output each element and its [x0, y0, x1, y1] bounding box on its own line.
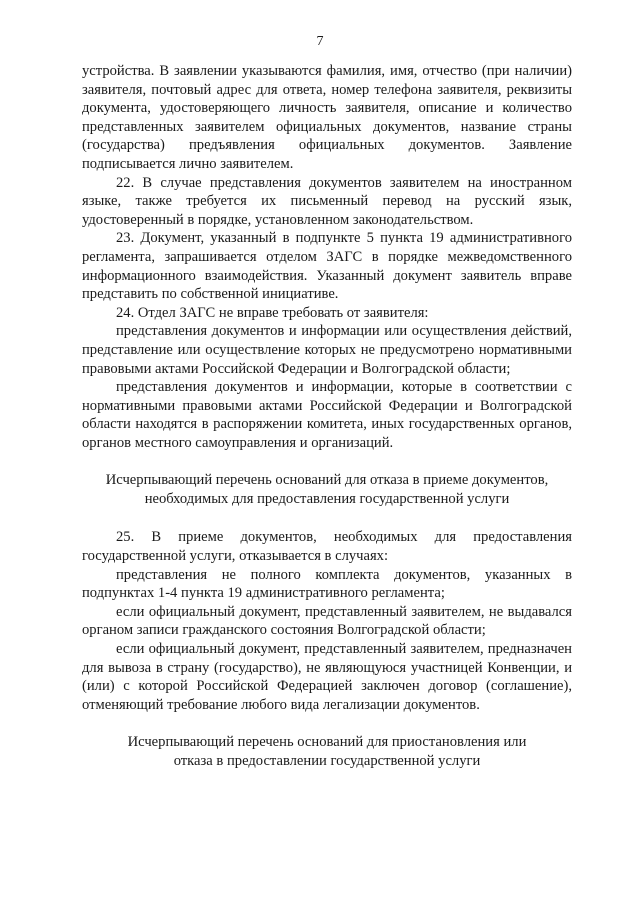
paragraph: представления документов и информации или осуществления действий, представление или осуществление которых не предусмотрено нормативными правовыми актами Российской Федерации и Волгоградской области;: [82, 323, 572, 377]
paragraph: 23. Документ, указанный в подпункте 5 пункта 19 административного регламента, запрашивается отделом ЗАГС в порядке межведомственного информационного взаимодействия. Указанный документ заявитель вправе представить по собственной инициативе.: [82, 230, 572, 303]
page-number: 7: [316, 34, 324, 49]
section-heading-line: отказа в предоставлении государственной услуги: [173, 753, 481, 770]
document-body: [82, 62, 572, 771]
paragraph: 22. В случае представления документов заявителем на иностранном языке, также требуется их письменный перевод на русский язык, удостоверенный в порядке, установленном законодательством.: [82, 174, 572, 228]
section-heading-line: необходимых для предоставления государственной услуги: [144, 491, 510, 508]
paragraph: если официальный документ, представленный заявителем, предназначен для вывоза в страну (государство), не являющуюся участницей Конвенции, и (или) с которой Российской Федерацией заключен договор (соглашение), отменяющий требование любого вида легализации документов.: [82, 641, 572, 713]
paragraph: 24. Отдел ЗАГС не вправе требовать от заявителя:: [116, 304, 429, 321]
section-heading: [82, 733, 572, 771]
paragraph: 25. В приеме документов, необходимых для предоставления государственной услуги, отказывается в случаях:: [82, 529, 572, 565]
paragraph: представления документов и информации, которые в соответствии с нормативными правовыми актами Российской Федерации и Волгоградской области находятся в распоряжении комитета, иных государственных органов, органов местного самоуправления и организаций.: [82, 379, 572, 451]
section-heading: [82, 471, 572, 509]
section-heading-line: Исчерпывающий перечень оснований для приостановления или: [127, 734, 527, 751]
paragraph: если официальный документ, представленный заявителем, не выдавался органом записи гражданского состояния Волгоградской области;: [82, 603, 572, 639]
paragraph: представления не полного комплекта документов, указанных в подпунктах 1-4 пункта 19 административного регламента;: [82, 566, 572, 602]
section-heading-line: Исчерпывающий перечень оснований для отказа в приеме документов,: [105, 472, 549, 489]
paragraph: устройства. В заявлении указываются фамилия, имя, отчество (при наличии) заявителя, почтовый адрес для ответа, номер телефона заявителя, реквизиты документа, удостоверяющего личность заявителя, описание и количество представленных заявителем официальных документов, название страны (государства) предъявления официальных документов. Заявление подписывается лично заявителем.: [82, 63, 572, 172]
